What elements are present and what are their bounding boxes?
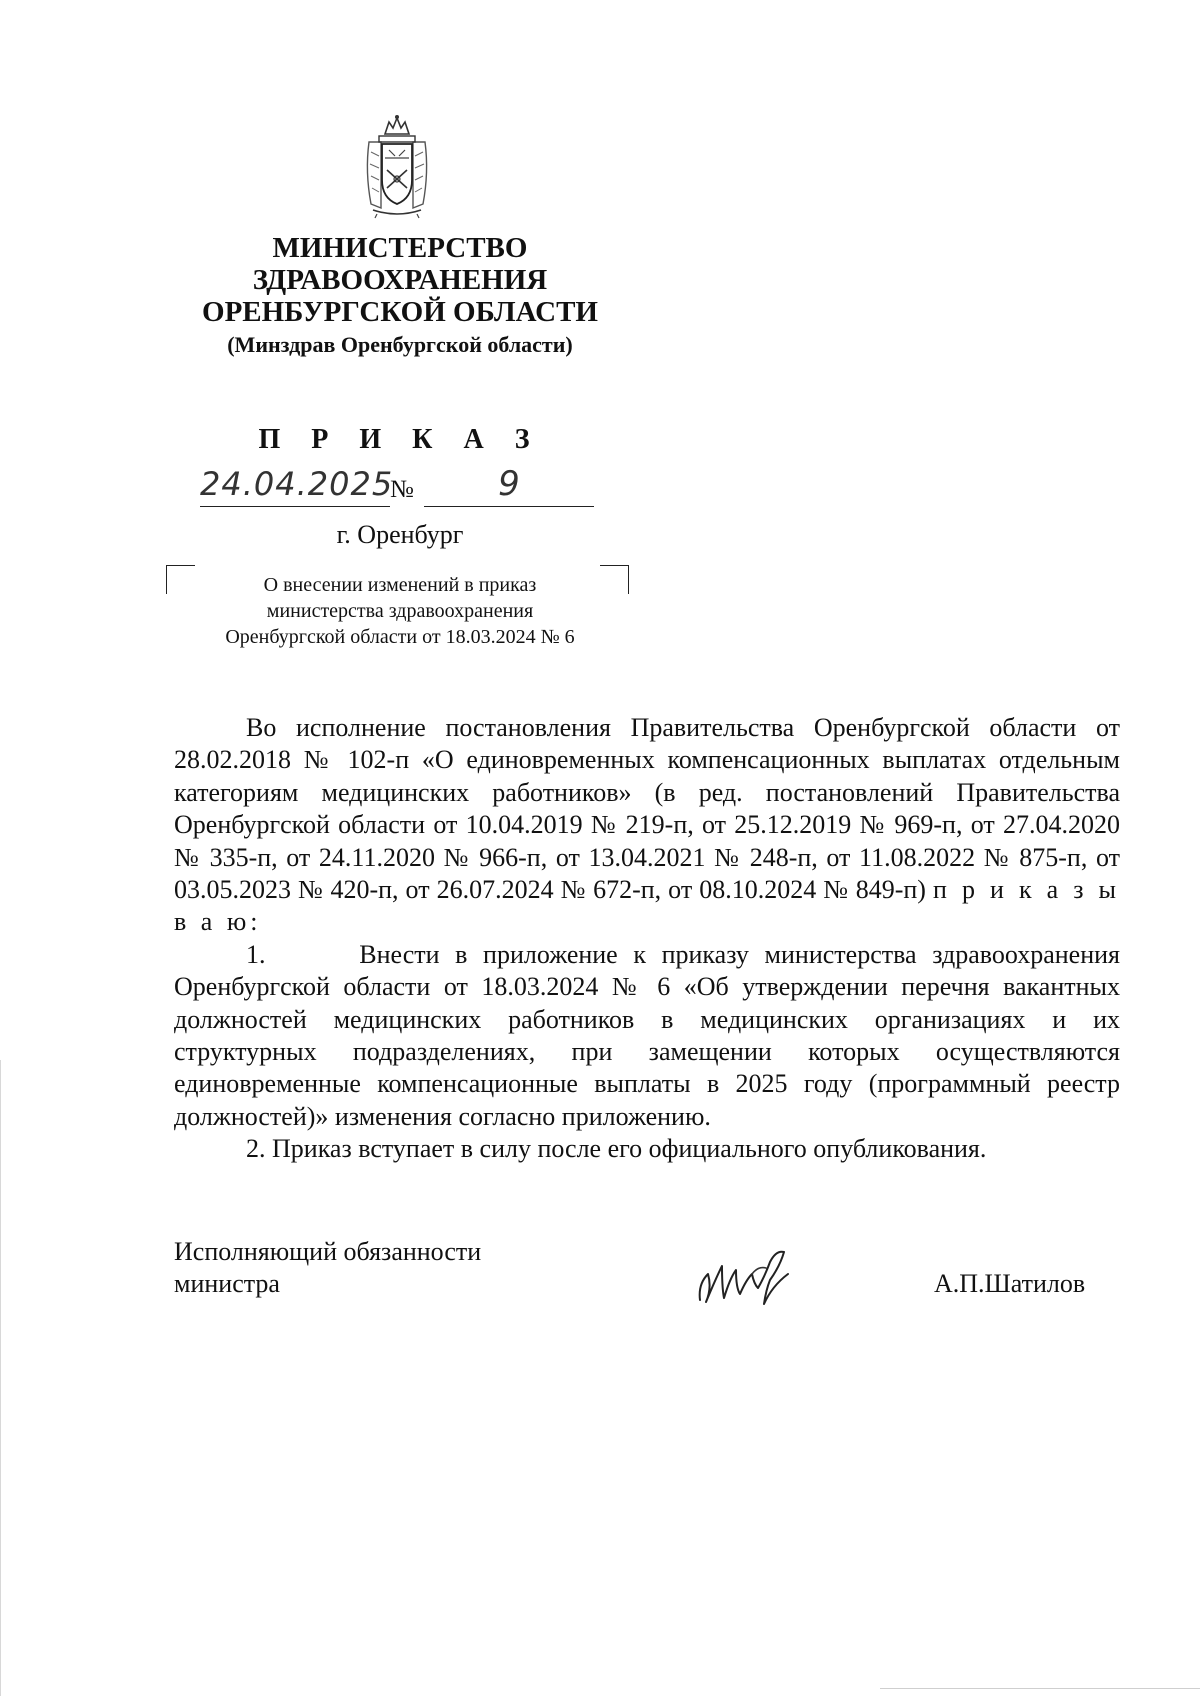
order-title: П Р И К А З xyxy=(258,424,542,455)
signer-title-line: Исполняющий обязанности xyxy=(174,1237,482,1266)
order-subject xyxy=(180,572,620,650)
order-number-handwritten: 9 xyxy=(424,462,594,507)
order-subject-line: О внесении изменений в приказ xyxy=(263,574,537,596)
signer-title-line: министра xyxy=(174,1269,280,1298)
signer-title xyxy=(174,1236,481,1300)
order-body xyxy=(174,712,1120,1166)
decree-word: п р и к а з ы в а ю: xyxy=(174,875,1120,937)
signer-name: А.П.Шатилов xyxy=(934,1269,1086,1298)
order-number-sign: № xyxy=(390,476,414,503)
preamble-text: Во исполнение постановления Правительства Оренбургской области от 28.02.2018 № 102-п «О единовременных компенсационных выплатах отдельным категориям медицинских работников» (в ред. постановлений Правительства Оренбургской области от 10.04.2019 № 219-п, от 25.12.2019 № 969-п, от 27.04.2020 № 335-п, от 24.11.2020 № 966-п, от 13.04.2021 № 248-п, от 11.08.2022 № 875-п, от 03.05.2023 № 420-п, от 26.07.2024 № 672-п, от 08.10.2024 № 849-п) xyxy=(174,713,1120,905)
coat-of-arms-icon xyxy=(355,112,439,220)
preamble-paragraph xyxy=(174,712,1120,939)
order-city: г. Оренбург xyxy=(336,520,464,549)
item-1-paragraph xyxy=(174,939,1120,1133)
ministry-header xyxy=(160,232,640,360)
ministry-name-line: ОРЕНБУРГСКОЙ ОБЛАСТИ xyxy=(202,296,598,328)
scan-bottom-line xyxy=(880,1688,1200,1689)
ministry-short-name: (Минздрав Оренбургской области) xyxy=(227,332,573,357)
item-2-paragraph: 2. Приказ вступает в силу после его официального опубликования. xyxy=(246,1134,987,1164)
order-date-handwritten: 24.04.2025 xyxy=(200,462,390,507)
ministry-name-line: МИНИСТЕРСТВО xyxy=(272,232,528,264)
item-1-text: Внести в приложение к приказу министерства здравоохранения Оренбургской области от 18.03.2024 № 6 «Об утверждении перечня вакантных должностей медицинских работников в медицинских организациях и их структурных подразделениях, при замещении которых осуществляются единовременные компенсационные выплаты в 2025 году (программный реестр должностей)» изменения согласно приложению. xyxy=(174,939,1120,1131)
order-subject-line: Оренбургской области от 18.03.2024 № 6 xyxy=(225,626,575,648)
handwritten-signature-icon xyxy=(692,1244,812,1308)
scan-edge-line xyxy=(0,1060,1,1696)
ministry-name-line: ЗДРАВООХРАНЕНИЯ xyxy=(252,264,548,296)
item-1-number: 1. xyxy=(246,939,266,969)
order-subject-line: министерства здравоохранения xyxy=(266,600,534,622)
